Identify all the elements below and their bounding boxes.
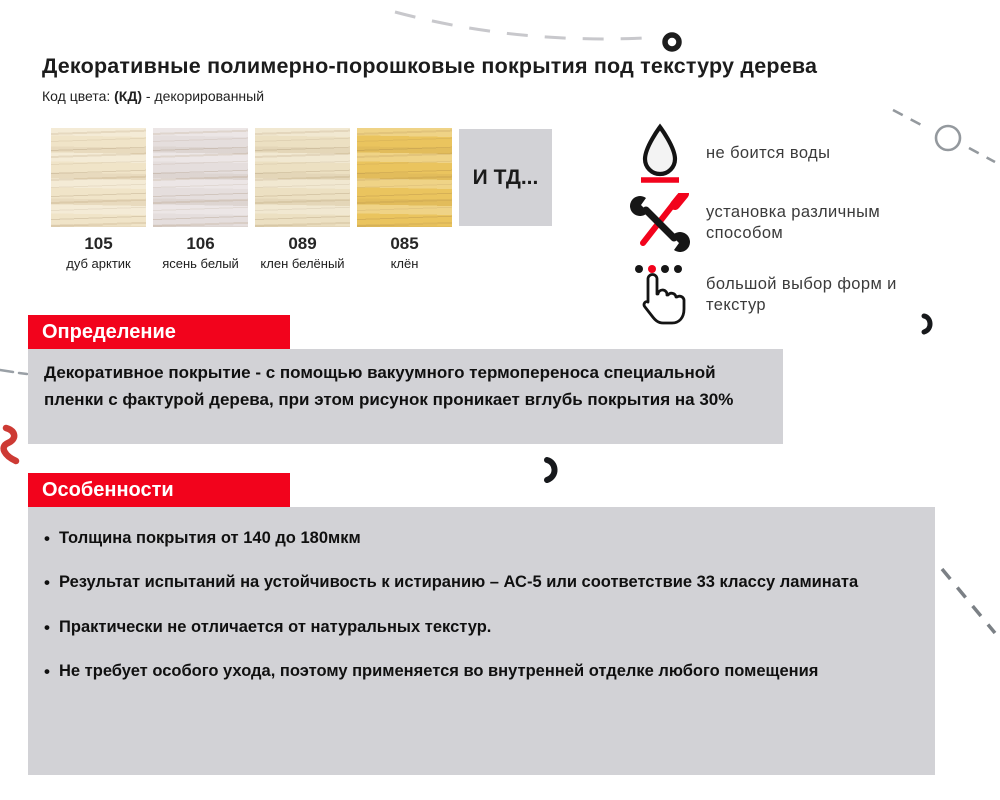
feature-item: • Не требует особого ухода, поэтому применяется во внутренней отделке любого помещения (44, 656, 915, 687)
features-heading: Особенности (28, 473, 290, 507)
swatch-item-etc (459, 128, 554, 226)
swatch-item (153, 128, 248, 272)
swatch-code: 105 (84, 234, 113, 253)
swatch-name: ясень белый (162, 255, 239, 271)
benefit-item (628, 262, 948, 328)
features-list (44, 523, 915, 687)
swatch-code: 085 (390, 234, 419, 253)
swatch-item (255, 128, 350, 272)
feature-item: • Результат испытаний на устойчивость к истиранию – АС-5 или соответствие 33 классу ламината (44, 567, 915, 598)
wood-texture-image (153, 128, 248, 227)
wood-texture-image (357, 128, 452, 227)
definition-heading: Определение (28, 315, 290, 349)
features-panel (28, 507, 935, 775)
page-title: Декоративные полимерно-порошковые покрытия под текстуру дерева (42, 54, 818, 78)
crescent-mid-decoration (540, 455, 566, 487)
donut-dot-decoration (665, 35, 679, 49)
swatch-name: клён (390, 255, 419, 271)
benefits-list (628, 122, 948, 328)
swatch-code: 089 (288, 234, 317, 253)
feature-item: • Практически не отличается от натуральных текстур. (44, 612, 915, 643)
swatch-name: дуб арктик (66, 255, 131, 271)
hand-choice-icon (628, 262, 692, 328)
swatch-code: 106 (186, 234, 215, 253)
color-code-subtitle (42, 88, 264, 104)
color-code-prefix: Код цвета: (42, 88, 111, 104)
wood-texture-image (255, 128, 350, 227)
swatch-row (51, 128, 554, 272)
benefit-item (628, 122, 948, 184)
wood-texture-image (51, 128, 146, 227)
color-code-suffix: - декорированный (145, 88, 265, 104)
benefit-item (628, 193, 948, 253)
benefit-label: установка различным способом (706, 203, 881, 242)
tools-icon (628, 193, 692, 253)
feature-item: • Толщина покрытия от 140 до 180мкм (44, 523, 915, 554)
definition-panel (28, 349, 783, 444)
swatch-item (357, 128, 452, 272)
benefit-label: не боится воды (706, 143, 831, 162)
left-dashes-decoration (0, 365, 30, 379)
water-drop-icon (628, 122, 692, 184)
etc-label: И ТД... (472, 165, 539, 189)
dashed-curve-decoration (385, 2, 685, 56)
swatch-item (51, 128, 146, 272)
bottom-right-dashes-decoration (938, 565, 1000, 641)
definition-text: Декоративное покрытие - с помощью вакуумного термопереноса специальной пленки с фактурой дерева, при этом рисунок проникает вглубь покрытия на 30% (44, 363, 734, 410)
etc-box (459, 129, 552, 226)
benefit-label: большой выбор форм и текстур (706, 275, 897, 314)
swatch-name: клен белёный (260, 255, 345, 271)
color-code-value: (КД) (114, 88, 142, 104)
